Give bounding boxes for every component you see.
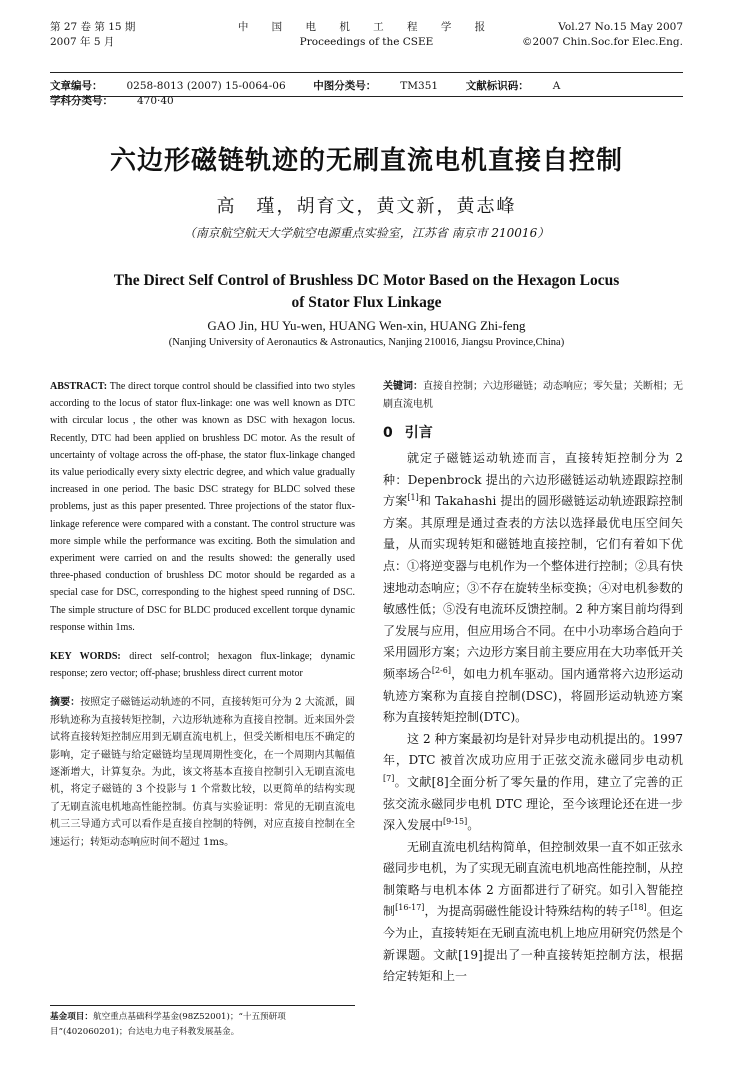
fund-label: 基金项目： bbox=[50, 1012, 93, 1022]
body-paragraph: 无刷直流电机结构简单，但控制效果一直不如正弦永磁同步电机，为了实现无刷直流电机地高性能控制，从控制策略与电机本体 2 方面都进行了研究。如引入智能控制[16-17]，为提高弱磁性能设计特殊结构的转子[18]。但迄今为止，直接转矩在无刷直流电机上地应用研究仍然是个新课题。文献[19]提出了一种直接转矩控制方法，根据给定转矩和上一 bbox=[383, 839, 684, 984]
abstract-cn bbox=[50, 694, 355, 851]
keywords-en bbox=[50, 648, 355, 682]
citation[interactable]: [1] bbox=[407, 493, 419, 503]
header-right bbox=[522, 20, 683, 50]
right-column bbox=[383, 378, 683, 988]
keywords-cn bbox=[383, 378, 683, 414]
citation[interactable]: [7] bbox=[383, 773, 395, 783]
citation[interactable]: [16-17] bbox=[395, 903, 425, 913]
paper-title-en-line1: The Direct Self Control of Brushless DC Motor Based on the Hexagon Locus bbox=[113, 272, 620, 289]
article-meta bbox=[50, 78, 683, 108]
citation[interactable]: [9-15] bbox=[443, 817, 468, 827]
body-paragraph: 这 2 种方案最初均是针对异步电动机提出的。1997 年，DTC 被首次成功应用于正弦交流永磁同步电动机[7]。文献[8]全面分析了零矢量的作用，建立了完善的正弦交流永磁同步电机 DTC 理论，至今该理论还在进一步深入发展中[9-15]。 bbox=[383, 731, 683, 833]
header-rule bbox=[50, 72, 683, 73]
abstract-en bbox=[50, 378, 355, 636]
affiliation-cn: （南京航空航天大学航空电源重点实验室，江苏省 南京市 210016） bbox=[183, 226, 550, 240]
meta-rule bbox=[50, 96, 683, 97]
affiliation-en: (Nanjing University of Aeronautics & Astronautics, Nanjing 210016, Jiangsu Province,China) bbox=[168, 337, 565, 348]
left-column bbox=[50, 378, 355, 851]
abstract-cn-text: 按照定子磁链运动轨迹的不同，直接转矩可分为 2 大流派，圆形轨迹称为直接转矩控制，六边形轨迹称为直接自控制。近来国外尝试将直接转矩控制应用到无刷直流电机上，但受关断相电压不确定的影响，定子磁链与给定磁链均呈现周期性变化，在一个周期内其幅值逐渐增大，计算复杂。为此，该文将基本直接自控制引入无刷直流电机，将定子磁链的 3 个投影与 1 个常数比较，以更简单的结构实现了无刷直流电机地高性能控制。仿真与实验证明：常见的无刷直流电机三三导通方式可以看作是直接自控制的特例，对应直接自控制在全速运行；转矩动态响应时间不超过 1ms。 bbox=[50, 697, 355, 848]
document-code: 文献标识码： A bbox=[465, 80, 561, 92]
abstract-en-text: The direct torque control should be classified into two styles according to the locus of stator flux-linkage: one was well known as DTC with circular locus , the other was known as DSC with hexagon locus. Recently, DTC had been applied on brushless DC motor. As the result of uncertainty of voltage across the off-phase, the stator flux-linkage changed its value periodically every sixty electric degree, and which value gradually increased in one period. The basic DSC strategy for BLDC solved these problems, just as this paper presented. Three projections of the stator flux-linkage reference were compared with a constant. The control structure was more simple while the performance was exciting. Both the simulation and experiment were carried on and the results showed: the generally used three-phased conduction of brushless DC motor should be regarded as a special case for DSC, corresponding to the highest speed running of DSC. The simple structure of DSC for BLDC produced excellent torque dynamic response within 1ms. bbox=[50, 381, 356, 633]
section-title: 引言 bbox=[404, 425, 433, 441]
fund-footnote bbox=[50, 1005, 355, 1040]
article-number: 文章编号： 0258-8013 (2007) 15-0064-06 bbox=[50, 80, 286, 92]
paper-title-cn: 六边形磁链轨迹的无刷直流电机直接自控制 bbox=[109, 146, 623, 176]
running-header bbox=[50, 20, 683, 70]
fund-text: 航空重点基础科学基金(98Z52001)；“十五预研项目”(402060201)；台达电力电子科教发展基金。 bbox=[50, 1012, 286, 1037]
body-paragraph: 就定子磁链运动轨迹而言，直接转矩控制分为 2 种：Depenbrock 提出的六边形磁链运动轨迹跟踪控制方案[1]和 Takahashi 提出的圆形磁链运动轨迹跟踪控制方案。其原理是通过查表的方法以选择最优电压空间矢量，从而实现转矩和磁链地直接控制，它们有着如下优点：①将逆变器与电机作为一个整体进行控制；②具有快速地动态响应；③不存在旋转坐标变换；④对电机参数的敏感性低；⑤没有电流环反馈控制。2 种方案目前均得到了发展与应用，但应用场合不同。在中小功率场合趋向于采用圆形方案；六边形方案目前主要应用在大功率低开关频率场合[2-6]，如电力机车驱动。国内通常将六边形运动轨迹方案称为直接自控制(DSC)，将圆形运动轨迹方案称为直接转矩控制(DTC)。 bbox=[383, 451, 684, 725]
journal-name-en: Proceedings of the CSEE bbox=[299, 36, 434, 48]
section-heading-introduction bbox=[383, 422, 683, 442]
clc-number: 中图分类号： TM351 bbox=[313, 80, 439, 92]
keywords-en-label: KEY WORDS: bbox=[50, 651, 121, 663]
date-cn: 2007 年 5 月 bbox=[50, 36, 115, 48]
paper-title-en bbox=[60, 270, 673, 314]
keywords-cn-label: 关键词： bbox=[383, 381, 423, 392]
authors-en: GAO Jin, HU Yu-wen, HUANG Wen-xin, HUANG Zhi-feng bbox=[207, 318, 526, 333]
abstract-en-label: ABSTRACT: bbox=[50, 381, 108, 392]
keywords-cn-text: 直接自控制；六边形磁链；动态响应；零矢量；关断相；无刷直流电机 bbox=[383, 381, 683, 410]
copyright: ©2007 Chin.Soc.for Elec.Eng. bbox=[521, 36, 683, 48]
volume-issue-cn: 第 27 卷 第 15 期 bbox=[50, 21, 136, 33]
abstract-cn-label: 摘要： bbox=[50, 697, 81, 709]
keywords-en-text: direct self-control; hexagon flux-linkage; dynamic response; zero vector; off-phase; brushless direct current motor bbox=[50, 651, 355, 680]
section-number: 0 bbox=[383, 425, 393, 441]
volume-issue-en: Vol.27 No.15 May 2007 bbox=[558, 21, 683, 33]
journal-name-cn: 中 国 电 机 工 程 学 报 bbox=[237, 21, 496, 33]
citation[interactable]: [18] bbox=[630, 903, 647, 913]
subject-code: 学科分类号： 470·40 bbox=[50, 95, 174, 107]
paper-title-en-line2: of Stator Flux Linkage bbox=[291, 294, 442, 311]
authors-cn: 高 瑾，胡育文，黄文新，黄志峰 bbox=[216, 196, 517, 217]
citation[interactable]: [2-6] bbox=[431, 665, 451, 675]
